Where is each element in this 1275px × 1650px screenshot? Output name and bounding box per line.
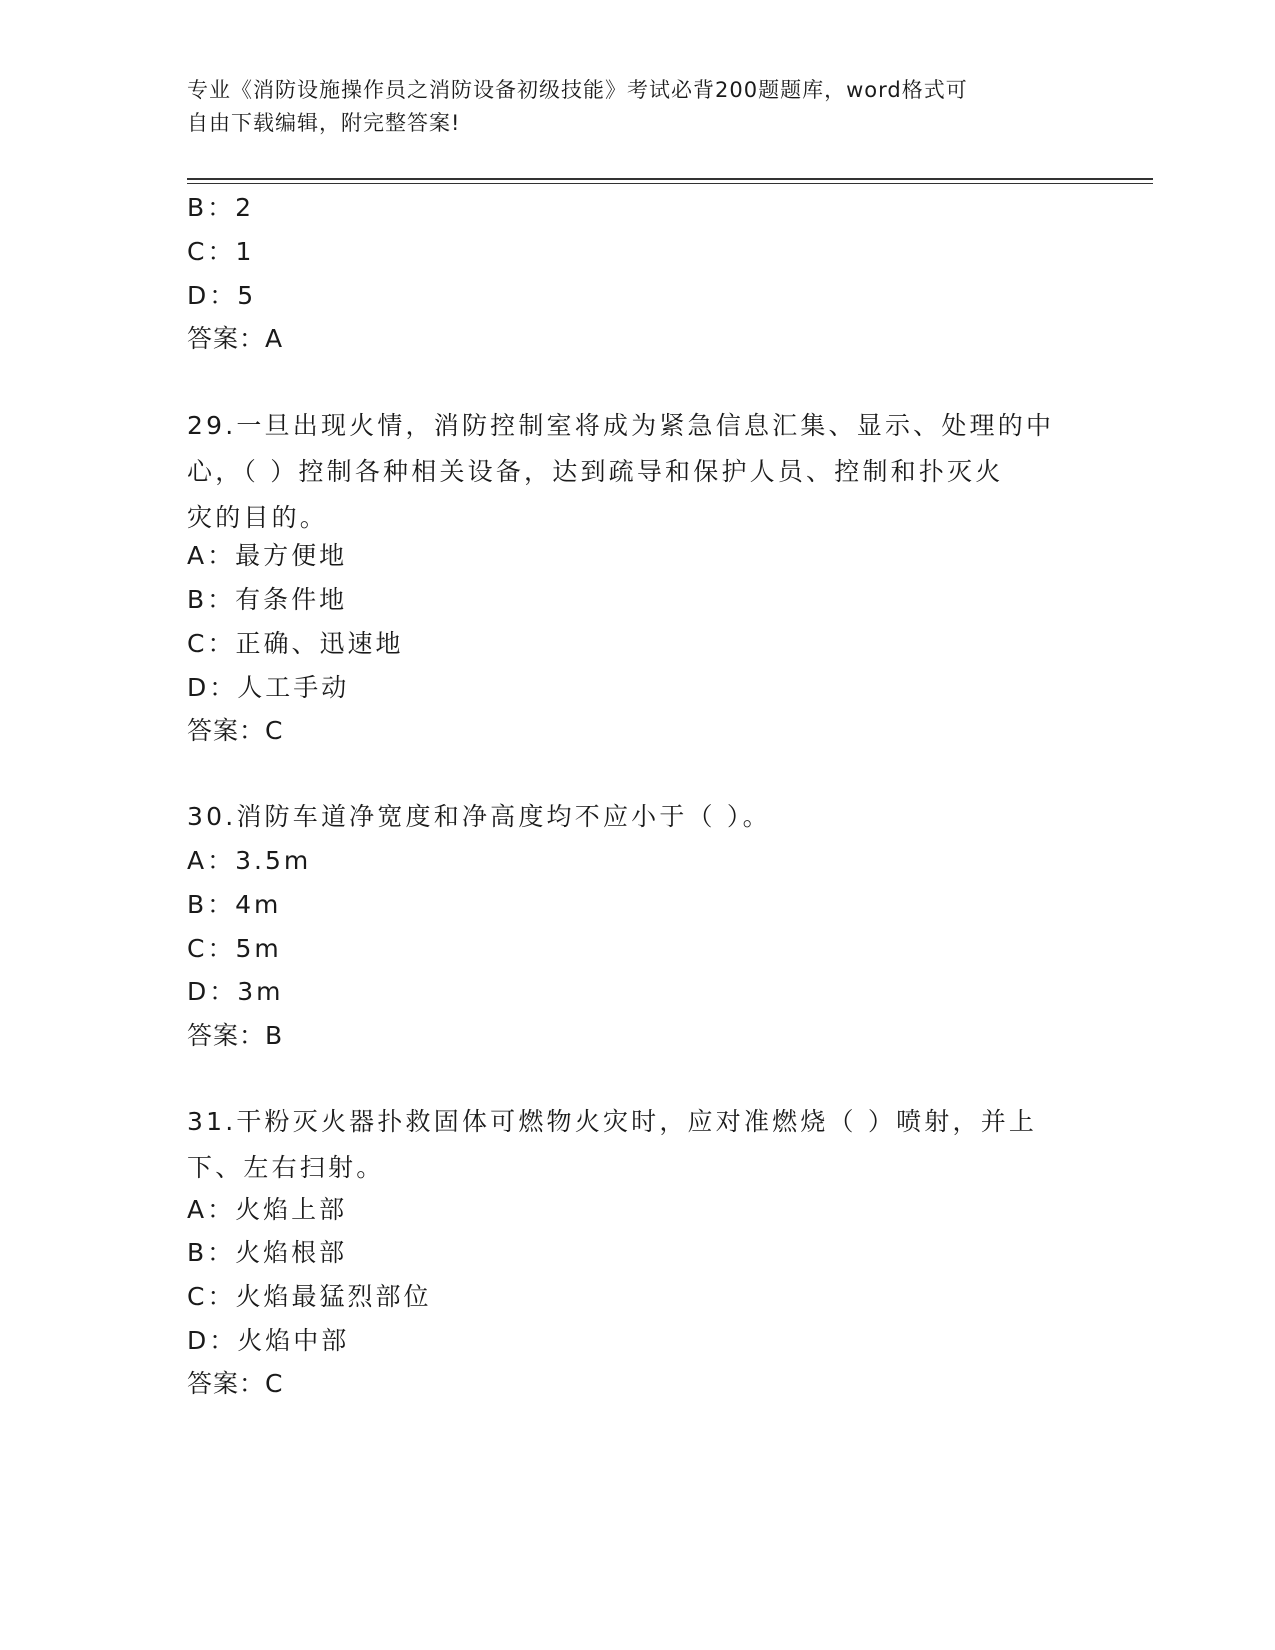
option-b: B：火焰根部 [187, 1238, 348, 1267]
option-c: C：5m [187, 934, 282, 963]
option-b: B：4m [187, 890, 282, 919]
option-a: A：最方便地 [187, 541, 348, 570]
question-line: 心，（ ）控制各种相关设备，达到疏导和保护人员、控制和扑灭火 [187, 457, 1004, 486]
option-d: D：人工手动 [187, 673, 350, 702]
header-divider [187, 178, 1153, 184]
option-d: D：3m [187, 977, 284, 1006]
question-30-text [187, 794, 1067, 840]
answer: 答案：C [187, 1369, 284, 1398]
option-a: A：火焰上部 [187, 1195, 348, 1224]
option-c: C：正确、迅速地 [187, 629, 404, 658]
header-line-2: 自由下载编辑，附完整答案! [187, 111, 461, 135]
option-c: C：1 [187, 237, 255, 266]
option-a: A：3.5m [187, 846, 312, 875]
question-31-text [187, 1099, 1067, 1191]
option-c: C：火焰最猛烈部位 [187, 1282, 432, 1311]
question-line: 30.消防车道净宽度和净高度均不应小于（ ）。 [187, 802, 771, 831]
question-line: 31.干粉灭火器扑救固体可燃物火灾时，应对准燃烧（ ）喷射，并上 [187, 1107, 1038, 1136]
question-line: 下、左右扫射。 [187, 1153, 385, 1182]
question-line: 29.一旦出现火情，消防控制室将成为紧急信息汇集、显示、处理的中 [187, 411, 1055, 440]
document-header [187, 74, 1067, 140]
option-b: B：有条件地 [187, 585, 348, 614]
question-line: 灾的目的。 [187, 503, 329, 532]
header-line-1: 专业《消防设施操作员之消防设备初级技能》考试必背200题题库，word格式可 [187, 78, 968, 102]
option-d: D：5 [187, 281, 257, 310]
answer: 答案：B [187, 1021, 284, 1050]
answer: 答案：C [187, 716, 284, 745]
answer: 答案：A [187, 324, 284, 353]
question-29-text [187, 403, 1067, 541]
option-d: D：火焰中部 [187, 1326, 350, 1355]
option-b: B：2 [187, 193, 255, 222]
